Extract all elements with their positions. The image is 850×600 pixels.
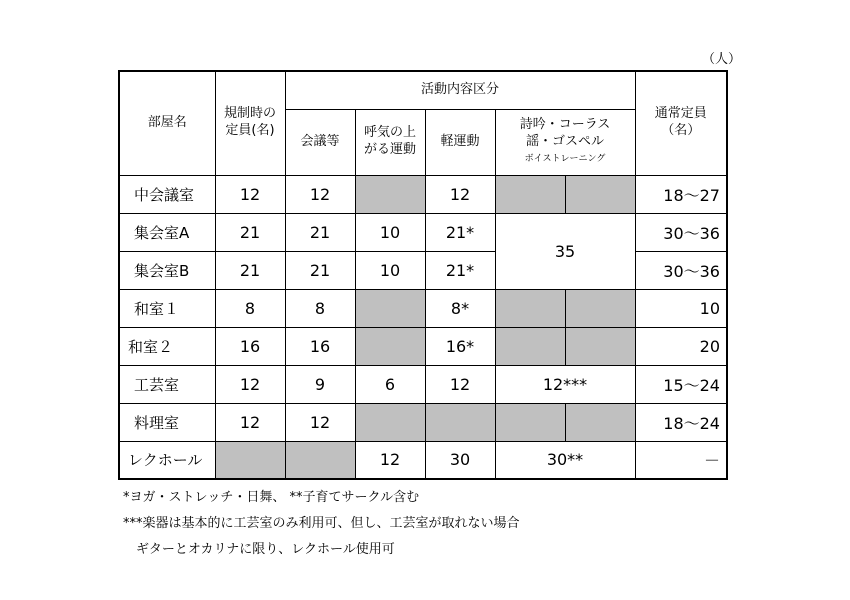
header-chorus-line2: 謡・ゴスペル bbox=[525, 133, 604, 149]
limit-cell: 12 bbox=[215, 403, 285, 441]
chorus-cell-left bbox=[495, 403, 565, 441]
room-name: 集会室B bbox=[119, 251, 215, 289]
table-row bbox=[119, 289, 727, 327]
header-normal-line2: （名） bbox=[661, 123, 701, 139]
chorus-cell-right bbox=[565, 327, 635, 365]
breath-cell bbox=[355, 175, 425, 213]
meeting-cell bbox=[285, 441, 355, 479]
breath-cell bbox=[355, 403, 425, 441]
light-cell: 12 bbox=[425, 365, 495, 403]
table-row bbox=[119, 365, 727, 403]
light-cell: 21* bbox=[425, 251, 495, 289]
room-name: 集会室A bbox=[119, 213, 215, 251]
light-cell bbox=[425, 403, 495, 441]
normal-cell: 15～24 bbox=[635, 365, 727, 403]
light-cell: 21* bbox=[425, 213, 495, 251]
light-cell: 30 bbox=[425, 441, 495, 479]
table-row bbox=[119, 251, 727, 289]
normal-cell: 10 bbox=[635, 289, 727, 327]
limit-cell: 12 bbox=[215, 365, 285, 403]
header-light: 軽運動 bbox=[425, 109, 495, 175]
limit-cell: 21 bbox=[215, 213, 285, 251]
header-breath-line2: がる運動 bbox=[363, 142, 416, 157]
limit-cell: 21 bbox=[215, 251, 285, 289]
table-row bbox=[119, 327, 727, 365]
limit-cell: 16 bbox=[215, 327, 285, 365]
limit-cell: 12 bbox=[215, 175, 285, 213]
room-name: 和室２ bbox=[119, 327, 215, 365]
header-chorus bbox=[495, 109, 635, 175]
normal-cell: 30～36 bbox=[635, 213, 727, 251]
light-cell: 8* bbox=[425, 289, 495, 327]
breath-cell bbox=[355, 289, 425, 327]
header-limit bbox=[215, 71, 285, 175]
header-limit-line1: 規制時の bbox=[223, 106, 276, 122]
chorus-cell-left bbox=[495, 327, 565, 365]
normal-cell: 20 bbox=[635, 327, 727, 365]
meeting-cell: 16 bbox=[285, 327, 355, 365]
room-name: レクホール bbox=[119, 441, 215, 479]
room-name: 料理室 bbox=[119, 403, 215, 441]
footnote: ***楽器は基本的に工芸室のみ利用可、但し、工芸室が取れない場合 bbox=[123, 516, 520, 531]
meeting-cell: 12 bbox=[285, 175, 355, 213]
footnote: *ヨガ・ストレッチ・日舞、 **子育てサークル含む bbox=[123, 490, 420, 505]
header-breath-line1: 呼気の上 bbox=[363, 125, 416, 141]
light-cell: 12 bbox=[425, 175, 495, 213]
header-normal bbox=[635, 71, 727, 175]
room-name: 工芸室 bbox=[119, 365, 215, 403]
chorus-cell-left bbox=[495, 175, 565, 213]
breath-cell: 10 bbox=[355, 251, 425, 289]
capacity-table bbox=[118, 70, 728, 480]
header-breath bbox=[355, 109, 425, 175]
normal-cell: 18～24 bbox=[635, 403, 727, 441]
breath-cell: 10 bbox=[355, 213, 425, 251]
chorus-cell-left bbox=[495, 289, 565, 327]
header-meeting: 会議等 bbox=[285, 109, 355, 175]
chorus-cell-right bbox=[565, 175, 635, 213]
limit-cell: 8 bbox=[215, 289, 285, 327]
light-cell: 16* bbox=[425, 327, 495, 365]
chorus-cell: 12*** bbox=[495, 365, 635, 403]
header-room: 部屋名 bbox=[119, 71, 215, 175]
chorus-cell-right bbox=[565, 289, 635, 327]
table-row bbox=[119, 213, 727, 251]
normal-cell: 30～36 bbox=[635, 251, 727, 289]
table-row bbox=[119, 441, 727, 479]
normal-cell: － bbox=[635, 441, 727, 479]
meeting-cell: 21 bbox=[285, 213, 355, 251]
room-name: 中会議室 bbox=[119, 175, 215, 213]
chorus-cell: 35 bbox=[495, 213, 635, 289]
breath-cell: 12 bbox=[355, 441, 425, 479]
table-row bbox=[119, 403, 727, 441]
header-limit-line2: 定員(名) bbox=[225, 123, 275, 139]
breath-cell bbox=[355, 327, 425, 365]
header-chorus-line1: 詩吟・コーラス bbox=[519, 116, 611, 132]
meeting-cell: 8 bbox=[285, 289, 355, 327]
header-activity: 活動内容区分 bbox=[285, 71, 635, 109]
normal-cell: 18～27 bbox=[635, 175, 727, 213]
unit-label: （人） bbox=[702, 52, 742, 67]
chorus-cell: 30** bbox=[495, 441, 635, 479]
footnote: ギターとオカリナに限り、レクホール使用可 bbox=[123, 542, 395, 557]
breath-cell: 6 bbox=[355, 365, 425, 403]
meeting-cell: 12 bbox=[285, 403, 355, 441]
header-normal-line1: 通常定員 bbox=[654, 106, 707, 122]
room-name: 和室１ bbox=[119, 289, 215, 327]
limit-cell bbox=[215, 441, 285, 479]
meeting-cell: 21 bbox=[285, 251, 355, 289]
chorus-cell-right bbox=[565, 403, 635, 441]
table-row bbox=[119, 175, 727, 213]
meeting-cell: 9 bbox=[285, 365, 355, 403]
footnotes bbox=[123, 485, 520, 563]
header-chorus-line3: ボイストレーニング bbox=[524, 154, 606, 165]
